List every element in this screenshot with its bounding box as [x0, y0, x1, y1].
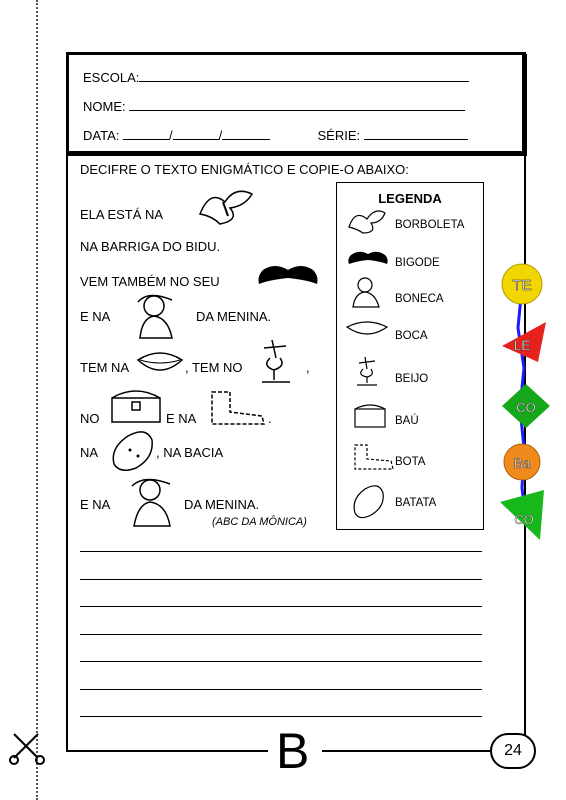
text-line: , TEM NO	[185, 360, 243, 375]
legend-item: BORBOLETA	[395, 219, 465, 231]
butterfly-icon	[190, 184, 260, 228]
legend-box	[336, 182, 484, 530]
legend-item: BIGODE	[395, 257, 440, 269]
writing-line[interactable]	[80, 579, 482, 580]
page-number: 24	[490, 733, 536, 769]
footer-rule	[66, 750, 268, 752]
text-line: NA	[80, 445, 99, 460]
text-line: NO	[80, 411, 100, 426]
name-label: NOME:	[83, 99, 126, 114]
badge-label: TE	[512, 277, 532, 294]
date-separator: /	[218, 128, 223, 143]
legend-title: LEGENDA	[378, 191, 442, 206]
legend-item: BAÚ	[395, 415, 419, 427]
legend-item: BONECA	[395, 293, 444, 305]
legend-item: BEIJO	[395, 373, 429, 385]
doll-icon	[128, 292, 184, 342]
legend-item: BOTA	[395, 456, 426, 468]
kiss-icon	[250, 336, 300, 386]
text-line: E NA	[80, 309, 111, 324]
badge-co2-icon	[500, 490, 544, 540]
badge-co-icon	[502, 384, 550, 428]
badge-te-icon	[502, 264, 542, 304]
chest-icon	[353, 401, 389, 429]
writing-line[interactable]	[80, 551, 482, 552]
grade-label: SÉRIE:	[317, 128, 361, 143]
badge-label: CO	[516, 400, 536, 415]
writing-line[interactable]	[80, 689, 482, 690]
kiss-icon	[351, 355, 383, 387]
section-letter: B	[276, 723, 310, 779]
scissors-icon	[8, 728, 48, 768]
writing-line[interactable]	[80, 661, 482, 662]
doll-icon	[124, 476, 180, 530]
cut-line	[36, 0, 38, 800]
syllable-badges	[498, 258, 554, 548]
text-line: NA BARRIGA DO BIDU.	[80, 239, 221, 254]
mouth-icon	[345, 317, 389, 341]
butterfly-icon	[345, 207, 389, 235]
legend-item: BATATA	[395, 497, 437, 509]
text-line: TEM NA	[80, 360, 130, 375]
name-field[interactable]	[129, 98, 465, 111]
potato-icon	[351, 483, 387, 521]
badge-label: CO	[514, 512, 534, 527]
text-line: .	[268, 411, 272, 426]
footer-rule	[322, 750, 490, 752]
text-line: E NA	[166, 411, 197, 426]
boot-icon	[351, 443, 395, 471]
text-line: DA MENINA.	[196, 309, 272, 324]
school-label: ESCOLA:	[83, 70, 140, 85]
text-line: E NA	[80, 497, 111, 512]
date-label: DATA:	[83, 128, 120, 143]
badge-label: LE	[513, 337, 531, 353]
writing-line[interactable]	[80, 606, 482, 607]
mustache-icon	[347, 249, 389, 267]
date-day-field[interactable]	[123, 127, 169, 140]
instruction-text: DECIFRE O TEXTO ENIGMÁTICO E COPIE-O ABAIXO:	[80, 162, 409, 177]
text-line: VEM TAMBÉM NO SEU	[80, 274, 220, 289]
potato-icon	[108, 428, 156, 474]
text-line: , NA BACIA	[156, 445, 224, 460]
badge-le-icon	[502, 322, 546, 362]
source-credit: (ABC DA MÔNICA)	[212, 516, 307, 528]
text-line: ,	[306, 360, 310, 375]
boot-icon	[206, 388, 268, 428]
text-line: DA MENINA.	[184, 497, 260, 512]
date-month-field[interactable]	[173, 127, 219, 140]
legend-item: BOCA	[395, 330, 428, 342]
chest-icon	[108, 384, 164, 426]
badge-ba-icon	[504, 444, 540, 480]
mouth-icon	[134, 346, 186, 382]
writing-line[interactable]	[80, 716, 482, 717]
text-line: ELA ESTÁ NA	[80, 207, 164, 222]
date-year-field[interactable]	[222, 127, 270, 140]
school-field[interactable]	[139, 69, 469, 82]
date-separator: /	[168, 128, 173, 143]
doll-icon	[347, 275, 385, 309]
writing-line[interactable]	[80, 634, 482, 635]
badge-label: Ba	[513, 455, 531, 471]
mustache-icon	[255, 262, 321, 290]
header-box	[66, 52, 525, 154]
grade-field[interactable]	[364, 127, 468, 140]
